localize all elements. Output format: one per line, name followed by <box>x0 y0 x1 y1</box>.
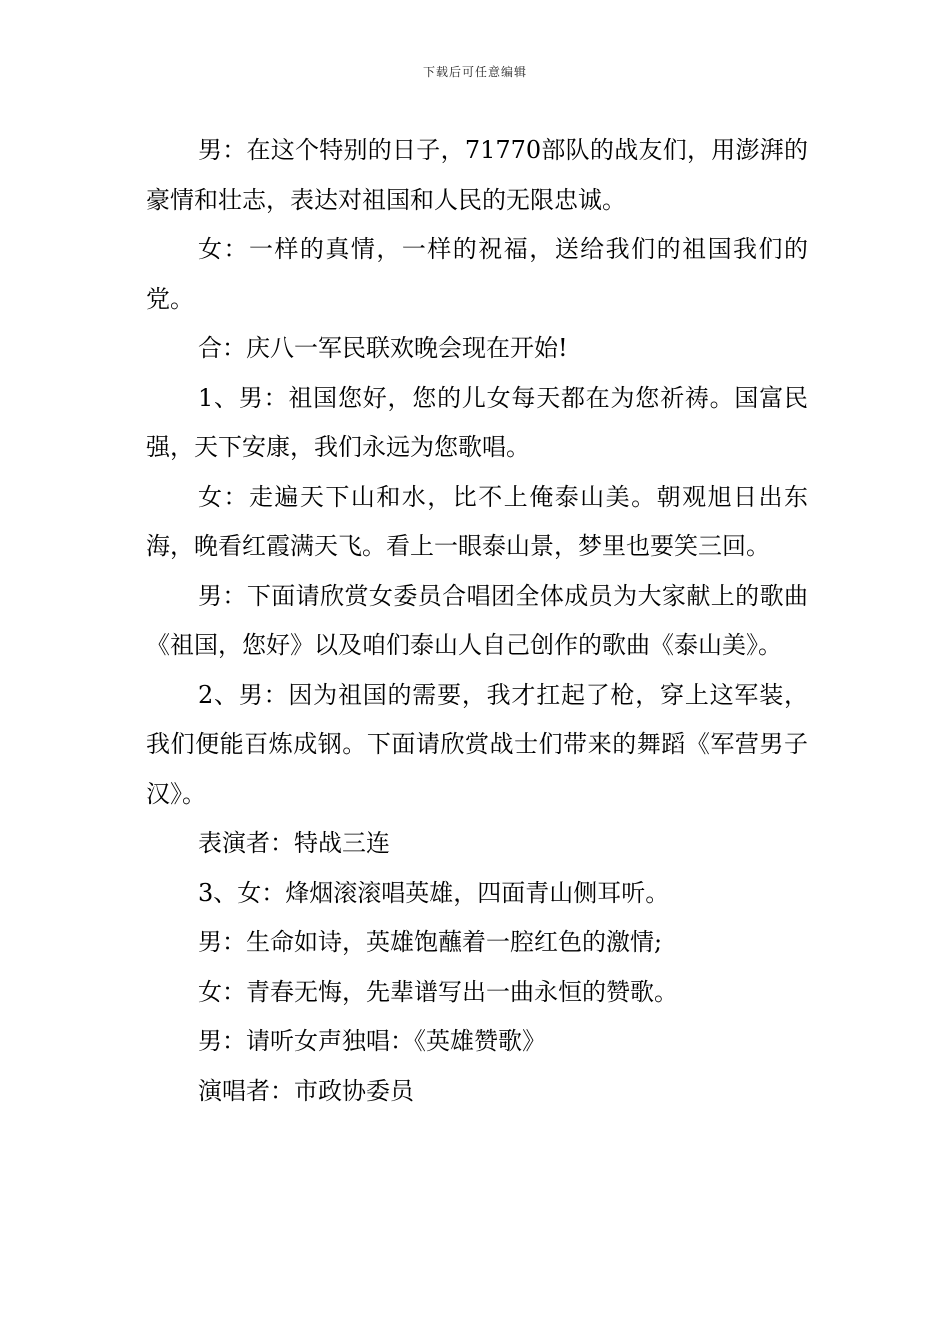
paragraph-5: 女：走遍天下山和水，比不上俺泰山美。朝观旭日出东海，晚看红霞满天飞。看上一眼泰山景，梦里也要笑三回。 <box>146 482 808 560</box>
paragraph-12: 男：请听女声独唱：《英雄赞歌》 <box>198 1027 546 1055</box>
document-body <box>146 126 808 1116</box>
paragraph-11: 女：青春无悔，先辈谱写出一曲永恒的赞歌。 <box>198 977 678 1006</box>
page-header-note: 下载后可任意编辑 <box>422 65 527 79</box>
paragraph-8: 表演者：特战三连 <box>198 829 390 857</box>
paragraph-2: 女：一样的真情，一样的祝福，送给我们的祖国我们的党。 <box>146 235 808 313</box>
paragraph-3: 合：庆八一军民联欢晚会现在开始! <box>198 334 568 362</box>
paragraph-13: 演唱者：市政协委员 <box>198 1076 414 1105</box>
paragraph-7: 2、男：因为祖国的需要，我才扛起了枪，穿上这军装，我们便能百炼成钢。下面请欣赏战士们带来的舞蹈《军营男子汉》。 <box>146 680 808 808</box>
paragraph-9: 3、女：烽烟滚滚唱英雄，四面青山侧耳听。 <box>198 878 670 907</box>
paragraph-4: 1、男：祖国您好，您的儿女每天都在为您祈祷。国富民强，天下安康，我们永远为您歌唱。 <box>146 383 808 461</box>
paragraph-1: 男：在这个特别的日子，71770部队的战友们，用澎湃的豪情和壮志，表达对祖国和人民的无限忠诚。 <box>146 136 808 214</box>
paragraph-10: 男：生命如诗，英雄饱蘸着一腔红色的激情; <box>198 928 663 956</box>
paragraph-6: 男：下面请欣赏女委员合唱团全体成员为大家献上的歌曲《祖国，您好》以及咱们泰山人自己创作的歌曲《泰山美》。 <box>146 581 808 659</box>
